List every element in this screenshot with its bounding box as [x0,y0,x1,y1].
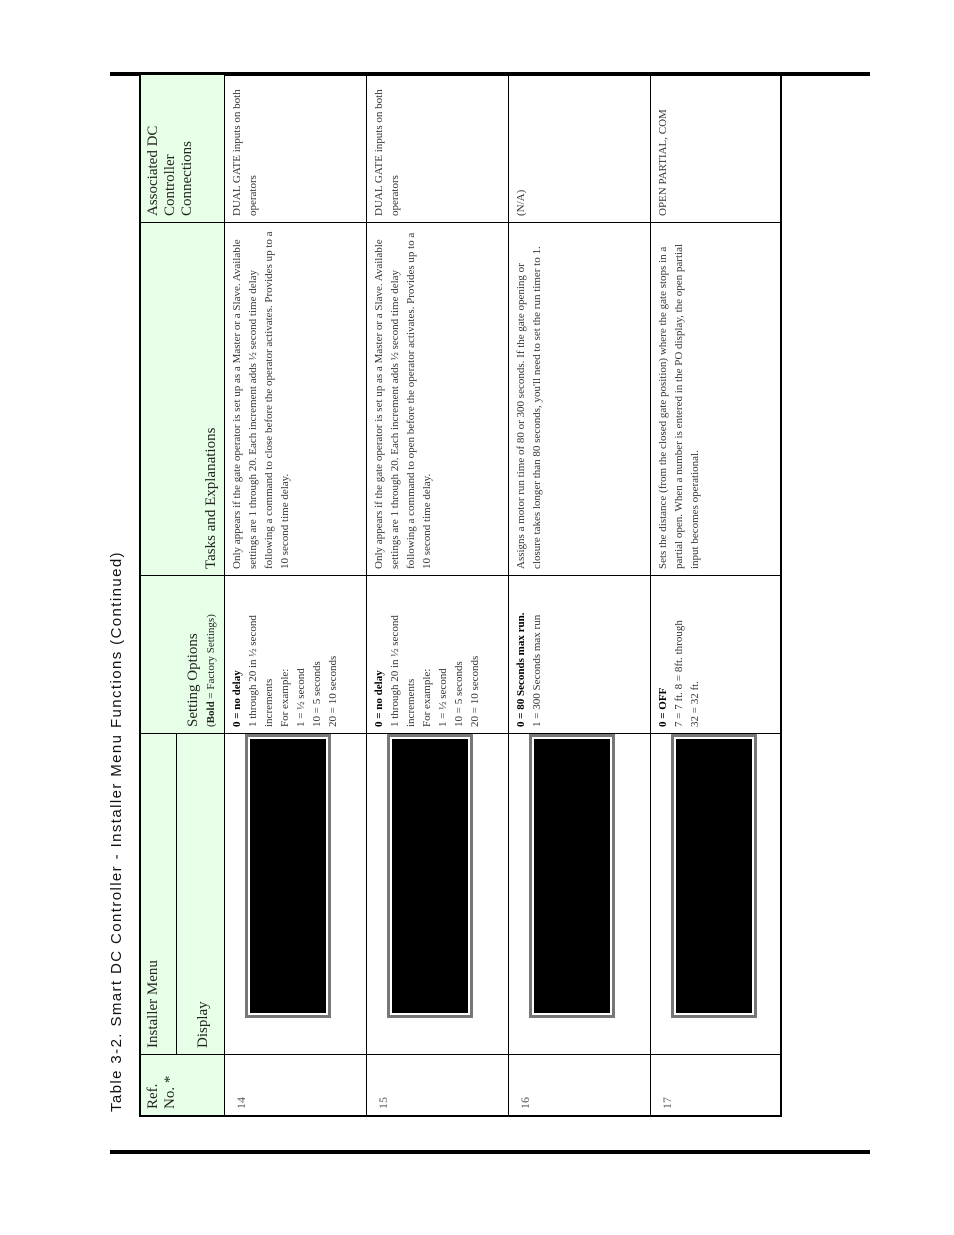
option-line: 32 = 32 ft. [689,681,701,727]
option-line: increments [405,678,417,727]
header-setting-options-title: Setting Options [185,633,201,727]
option-line: 1 = 300 Seconds max run [531,614,543,727]
connections-cell: DUAL GATE inputs on both operators [367,74,509,223]
header-setting-note: (Bold = Factory Settings) [205,614,217,727]
table-row [651,74,781,1116]
option-line: 0 = no delay [373,670,385,727]
tasks-cell: Sets the distance (from the closed gate position) where the gate stops in a partial open. When a number is entered in the PO display, the open partial input becomes operational. [651,223,781,576]
header-setting-note-bold: Bold [205,701,217,724]
option-line: increments [263,678,275,727]
connections-cell: (N/A) [509,74,651,223]
display-cell [651,734,781,1055]
header-tasks: Tasks and Explanations [140,223,225,576]
options-cell [367,576,509,734]
option-line: 0 = no delay [231,670,243,727]
header-installer-menu-title: Installer Menu [141,734,177,1054]
option-line: 1 = ½ second [295,668,307,727]
option-line: 20 = 10 seconds [469,655,481,727]
installer-menu-table-container [139,89,759,1117]
header-display: Display [195,1001,211,1048]
option-line: 1 = ½ second [437,668,449,727]
option-line: 7 = 7 ft. 8 = 8ft. through [673,620,685,727]
ref-cell: 16 [509,1055,651,1117]
header-setting-options [140,576,225,734]
header-connections: Associated DC Controller Connections [140,74,225,223]
options-cell [225,576,367,734]
option-line: For example: [421,668,433,727]
tasks-cell: Assigns a motor run time of 80 or 300 seconds. If the gate opening or closure takes longer than 80 seconds, you'll need to set the run timer to 1. [509,223,651,576]
display-cell [509,734,651,1055]
display-cell [367,734,509,1055]
header-setting-note-text: = Factory Settings) [205,614,217,702]
option-line: 10 = 5 seconds [453,661,465,727]
header-ref-no: Ref. No. * [140,1055,225,1117]
option-line: 10 = 5 seconds [311,661,323,727]
option-line: 1 through 20 in ½ second [389,615,401,727]
table-row [509,74,651,1116]
tasks-cell: Only appears if the gate operator is set up as a Master or a Slave. Available settings are 1 through 20. Each increment adds ½ second time delay following a command to open before the operator activates. Provides up to a 10 second time delay. [367,223,509,576]
option-line: 0 = 80 Seconds max run. [515,612,527,727]
lcd-display [387,734,473,1018]
connections-cell: OPEN PARTIAL, COM [651,74,781,223]
lcd-display [245,734,331,1018]
ref-cell: 17 [651,1055,781,1117]
connections-cell: DUAL GATE inputs on both operators [225,74,367,223]
table-row [367,74,509,1116]
ref-cell: 15 [367,1055,509,1117]
options-cell [651,576,781,734]
option-line: 20 = 10 seconds [327,655,339,727]
bottom-rule [110,1150,870,1154]
lcd-display [671,734,757,1018]
tasks-cell: Only appears if the gate operator is set up as a Master or a Slave. Available settings are 1 through 20. Each increment adds ½ second time delay following a command to close before the operator activates. Provides up to a 10 second time delay. [225,223,367,576]
option-line: 0 = OFF [657,687,669,727]
ref-cell: 14 [225,1055,367,1117]
options-cell [509,576,651,734]
table-row [225,74,367,1116]
header-installer-menu [140,734,225,1055]
option-line: For example: [279,668,291,727]
lcd-display [529,734,615,1018]
display-cell [225,734,367,1055]
installer-menu-table [139,73,782,1117]
option-line: 1 through 20 in ½ second [247,615,259,727]
table-caption: Table 3-2. Smart DC Controller - Installer Menu Functions (Continued) [108,551,125,1112]
